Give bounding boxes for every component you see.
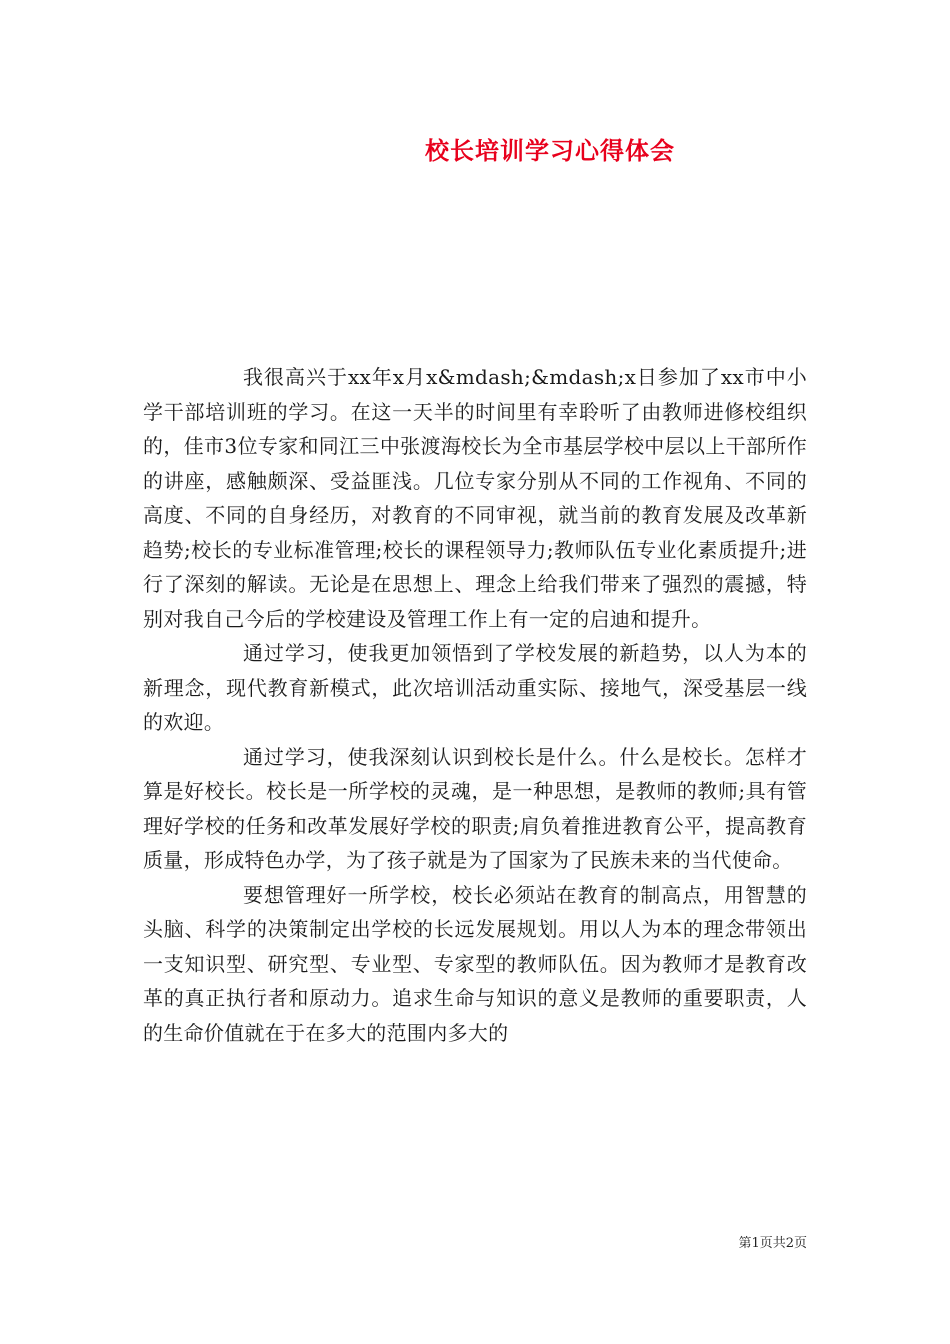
paragraph-4: 要想管理好一所学校，校长必须站在教育的制高点，用智慧的头脑、科学的决策制定出学校的长远发展规划。用以人为本的理念带领出一支知识型、研究型、专业型、专家型的教师队伍。因为教师才是教育改革的真正执行者和原动力。追求生命与知识的意义是教师的重要职责，人的生命价值就在于在多大的范围内多大的 [143, 882, 807, 1045]
document-body [143, 360, 807, 1050]
paragraph-2: 通过学习，使我更加领悟到了学校发展的新趋势，以人为本的新理念，现代教育新模式，此次培训活动重实际、接地气，深受基层一线的欢迎。 [143, 641, 807, 734]
paragraph-3: 通过学习，使我深刻认识到校长是什么。什么是校长。怎样才算是好校长。校长是一所学校的灵魂，是一种思想，是教师的教师;具有管理好学校的任务和改革发展好学校的职责;肩负着推进教育公平，提高教育质量，形成特色办学，为了孩子就是为了国家为了民族未来的当代使命。 [143, 744, 807, 872]
page-number-footer: 第1页共2页 [738, 1236, 807, 1251]
paragraph-1: 我很高兴于xx年x月x&mdash;&mdash;x日参加了xx市中小学干部培训班的学习。在这一天半的时间里有幸聆听了由教师进修校组织的，佳市3位专家和同江三中张渡海校长为全市基层学校中层以上干部所作的讲座，感触颇深、受益匪浅。几位专家分别从不同的工作视角、不同的高度、不同的自身经历，对教育的不同审视，就当前的教育发展及改革新趋势;校长的专业标准管理;校长的课程领导力;教师队伍专业化素质提升;进行了深刻的解读。无论是在思想上、理念上给我们带来了强烈的震撼，特别对我自己今后的学校建设及管理工作上有一定的启迪和提升。 [143, 365, 807, 631]
document-title: 校长培训学习心得体会 [425, 136, 675, 165]
